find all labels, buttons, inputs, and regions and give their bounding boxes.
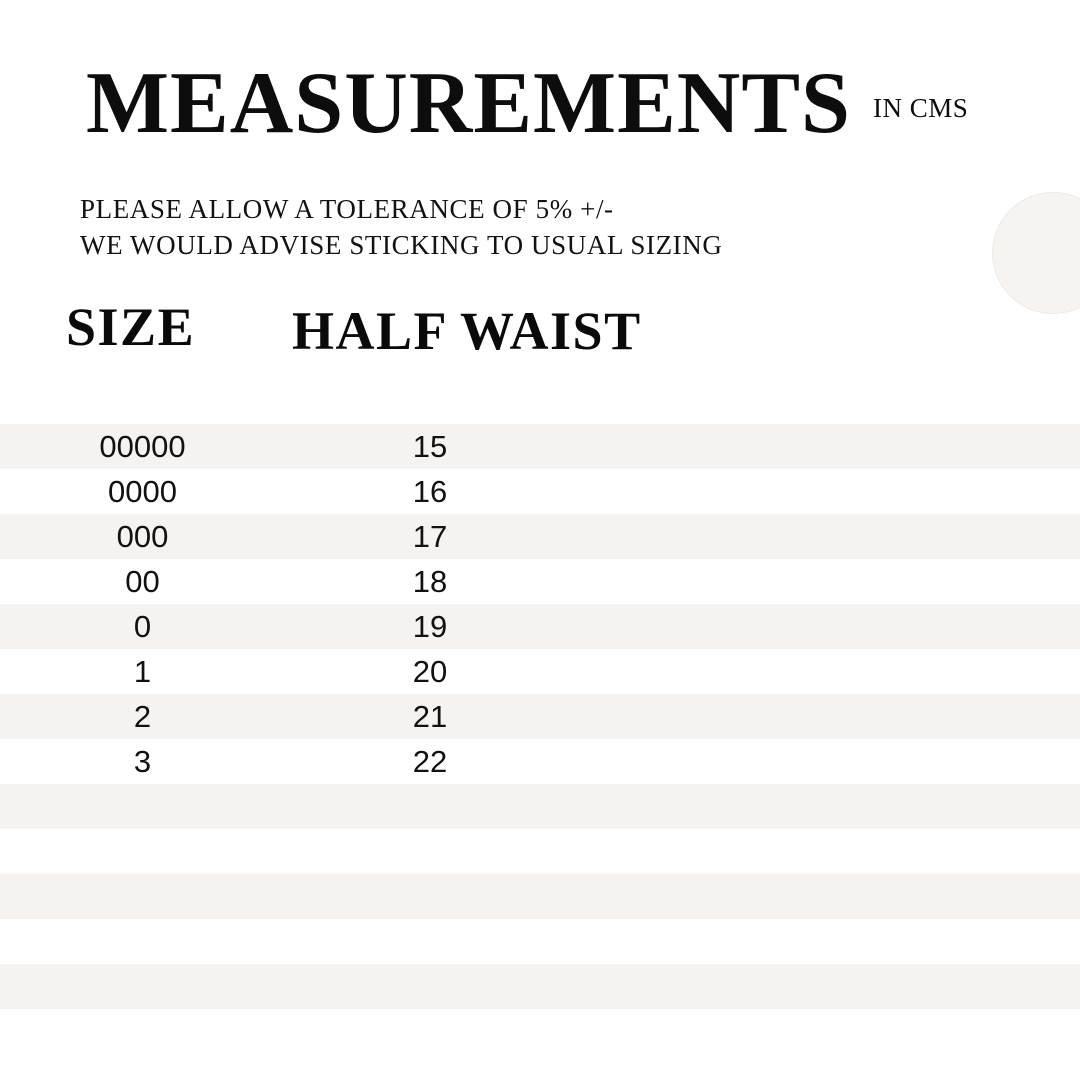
cell-size: 3: [133, 744, 152, 779]
decorative-circle: [992, 192, 1080, 314]
page-title: MEASUREMENTS: [86, 55, 851, 152]
notes-block: [80, 192, 722, 263]
table-row: [0, 514, 1080, 559]
cell-size: 0: [133, 609, 152, 644]
unit-label: IN CMS: [872, 93, 969, 124]
table-row: [0, 694, 1080, 739]
cell-half-waist: 22: [412, 744, 448, 779]
cell-half-waist: 21: [412, 699, 448, 734]
cell-size: 00: [125, 564, 160, 599]
cell-half-waist: 17: [412, 519, 448, 554]
cell-half-waist: 20: [412, 654, 448, 689]
cell-size: 1: [133, 654, 152, 689]
note-line-sizing: WE WOULD ADVISE STICKING TO USUAL SIZING: [80, 229, 723, 260]
table-row: [0, 604, 1080, 649]
table-row: [0, 424, 1080, 469]
table-row: [0, 559, 1080, 604]
table-row: [0, 469, 1080, 514]
cell-half-waist: 16: [412, 474, 448, 509]
table-row: [0, 649, 1080, 694]
table-row-empty: [0, 964, 1080, 1009]
table-row: [0, 739, 1080, 784]
cell-half-waist: 19: [412, 609, 448, 644]
table-row-empty: [0, 919, 1080, 964]
cell-size: 000: [116, 519, 169, 554]
table-row-empty: [0, 784, 1080, 829]
cell-half-waist: 15: [412, 429, 448, 464]
cell-half-waist: 18: [412, 564, 448, 599]
cell-size: 0000: [108, 474, 177, 509]
cell-size: 2: [133, 699, 152, 734]
note-line-tolerance: PLEASE ALLOW A TOLERANCE OF 5% +/-: [80, 194, 614, 224]
title-row: [86, 55, 969, 152]
table-row-empty: [0, 1009, 1080, 1054]
column-headers: [66, 296, 642, 382]
table-row-empty: [0, 874, 1080, 919]
cell-size: 00000: [99, 429, 186, 464]
column-header-half-waist: HALF WAIST: [292, 301, 642, 361]
column-header-size: SIZE: [66, 297, 196, 357]
table-row-empty: [0, 829, 1080, 874]
measurements-table: [0, 424, 1080, 1054]
